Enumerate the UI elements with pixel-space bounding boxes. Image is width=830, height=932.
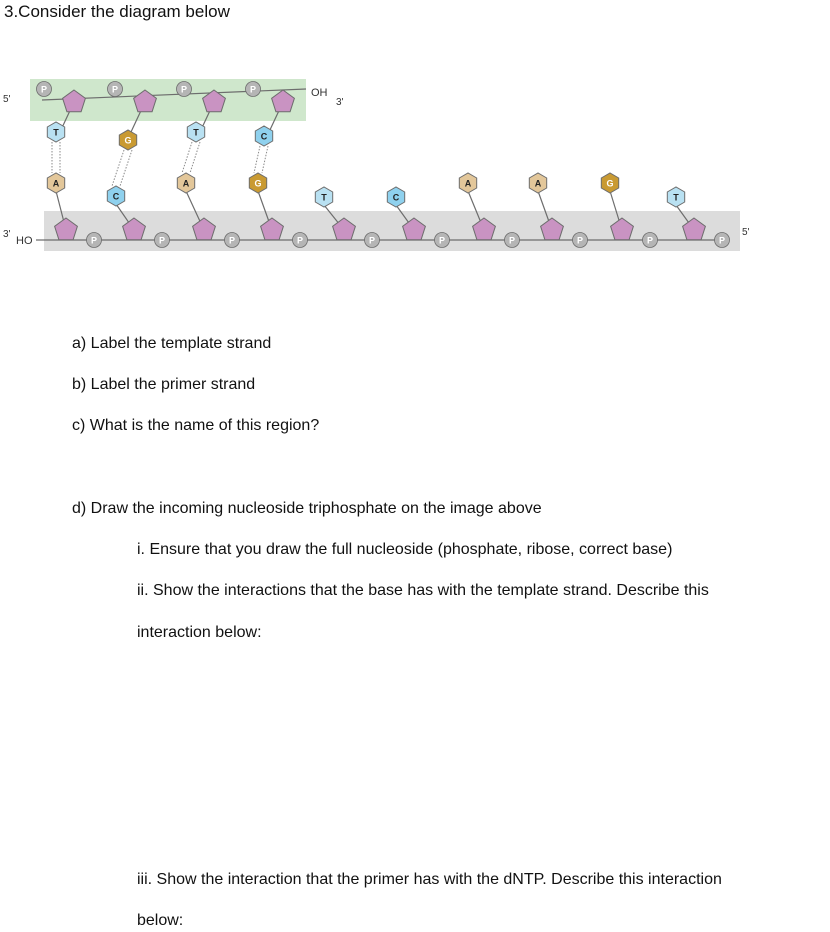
template-phosphate-label: P xyxy=(296,235,304,246)
hydrogen-bond xyxy=(262,146,268,173)
template-phosphate-label: P xyxy=(718,235,726,246)
template-phosphate-label: P xyxy=(368,235,376,246)
template-phosphate-label: P xyxy=(438,235,446,246)
template-phosphate-label: P xyxy=(158,235,166,246)
primer-phosphate-label: P xyxy=(111,84,119,95)
question-b: b) Label the primer strand xyxy=(72,376,256,393)
template-5prime-label: 5' xyxy=(742,227,750,238)
question-d-iii-line2: below: xyxy=(137,912,184,929)
template-phosphate-label: P xyxy=(576,235,584,246)
hydrogen-bond xyxy=(190,142,200,173)
primer-base-label: T xyxy=(53,127,59,138)
hydrogen-bond xyxy=(112,150,124,186)
question-c: c) What is the name of this region? xyxy=(72,417,320,434)
question-d: d) Draw the incoming nucleoside triphosphate on the image above xyxy=(72,500,542,517)
question-d-i: i. Ensure that you draw the full nucleoside (phosphate, ribose, correct base) xyxy=(137,541,673,558)
primer-base-label: T xyxy=(193,127,199,138)
hydrogen-bond xyxy=(182,142,192,173)
hydrogen-bond xyxy=(120,150,132,186)
template-phosphate-label: P xyxy=(90,235,98,246)
template-base-label: A xyxy=(52,178,60,189)
question-d-iii-line1: iii. Show the interaction that the primer has with the dNTP. Describe this interaction xyxy=(137,871,722,888)
primer-3prime-label: 3' xyxy=(336,97,344,108)
template-base-label: T xyxy=(673,192,679,203)
template-base-label: T xyxy=(321,192,327,203)
template-base-label: C xyxy=(392,192,400,203)
template-3prime-label: 3' xyxy=(3,229,11,240)
primer-base-label: G xyxy=(124,135,132,146)
template-base-label: G xyxy=(254,178,262,189)
template-phosphate-label: P xyxy=(646,235,654,246)
dna-replication-diagram xyxy=(0,70,760,260)
template-base-label: A xyxy=(534,178,542,189)
hydrogen-bonds xyxy=(52,142,268,186)
template-phosphate-label: P xyxy=(508,235,516,246)
primer-base-label: C xyxy=(260,131,268,142)
primer-phosphate-label: P xyxy=(249,84,257,95)
question-d-ii-line1: ii. Show the interactions that the base has with the template strand. Describe this xyxy=(137,582,709,599)
template-strand-band xyxy=(44,211,740,251)
question-title: 3.Consider the diagram below xyxy=(4,2,230,21)
primer-5prime-label: 5' xyxy=(3,94,11,105)
template-base-label: A xyxy=(182,178,190,189)
primer-phosphate-label: P xyxy=(40,84,48,95)
template-base-label: G xyxy=(606,178,614,189)
primer-phosphate-label: P xyxy=(180,84,188,95)
primer-oh-label: OH xyxy=(311,87,328,99)
template-base-label: C xyxy=(112,191,120,202)
template-phosphate-label: P xyxy=(228,235,236,246)
template-base-label: A xyxy=(464,178,472,189)
template-ho-label: HO xyxy=(16,235,33,247)
question-a: a) Label the template strand xyxy=(72,335,272,352)
question-d-ii-line2: interaction below: xyxy=(137,624,262,641)
hydrogen-bond xyxy=(254,146,260,173)
